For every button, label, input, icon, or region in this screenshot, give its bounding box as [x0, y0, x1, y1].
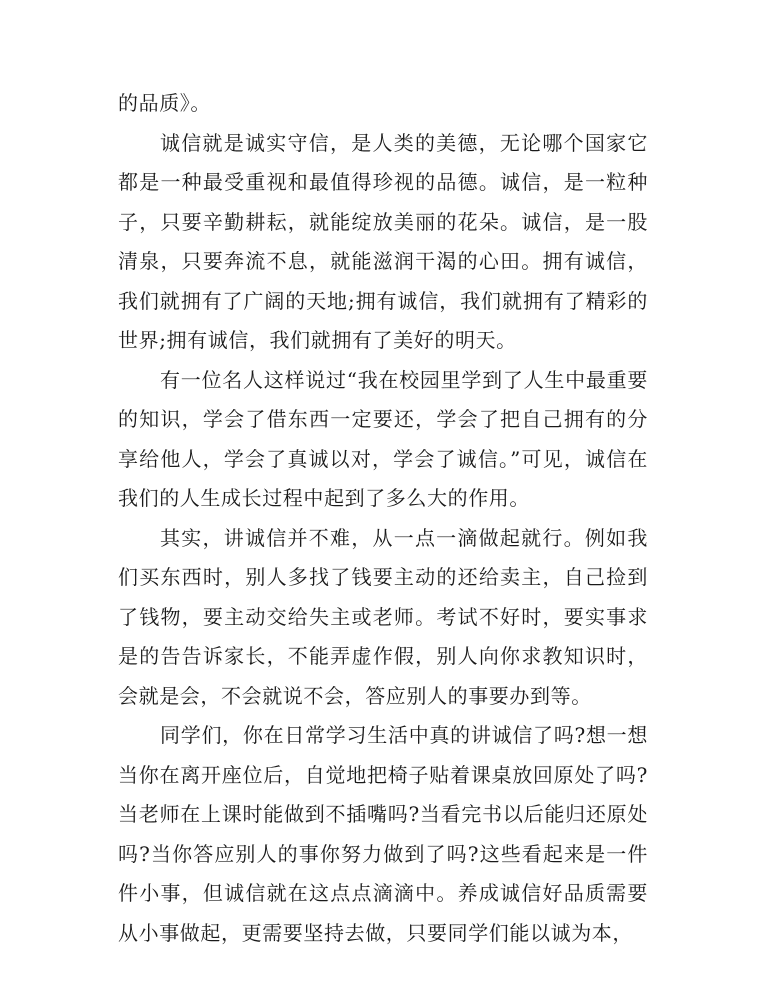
paragraph: 有一位名人这样说过“我在校园里学到了人生中最重要的知识，学会了借东西一定要还，学会了把自己拥有的分享给他人，学会了真诚以对，学会了诚信。”可见，诚信在我们的人生成长过程中起到了多么大的作用。 — [118, 367, 648, 510]
paragraph: 诚信就是诚实守信，是人类的美德，无论哪个国家它都是一种最受重视和最值得珍视的品德。诚信，是一粒种子，只要辛勤耕耘，就能绽放美丽的花朵。诚信，是一股清泉，只要奔流不息，就能滋润干渴的心田。拥有诚信，我们就拥有了广阔的天地;拥有诚信，我们就拥有了精彩的世界;拥有诚信，我们就拥有了美好的明天。 — [118, 130, 648, 352]
paragraph: 其实，讲诚信并不难，从一点一滴做起就行。例如我们买东西时，别人多找了钱要主动的还给卖主，自己捡到了钱物，要主动交给失主或老师。考试不好时，要实事求是的告告诉家长，不能弄虚作假，别人向你求教知识时，会就是会，不会就说不会，答应别人的事要办到等。 — [118, 525, 648, 708]
paragraph: 同学们，你在日常学习生活中真的讲诚信了吗?想一想当你在离开座位后，自觉地把椅子贴着课桌放回原处了吗?当老师在上课时能做到不插嘴吗?当看完书以后能归还原处吗?当你答应别人的事你努力做到了吗?这些看起来是一件件小事，但诚信就在这点点滴滴中。养成诚信好品质需要从小事做起，更需要坚持去做，只要同学们能以诚为本， — [118, 723, 648, 945]
paragraph-continued: 的品质》。 — [118, 91, 211, 115]
document-body — [118, 84, 648, 953]
